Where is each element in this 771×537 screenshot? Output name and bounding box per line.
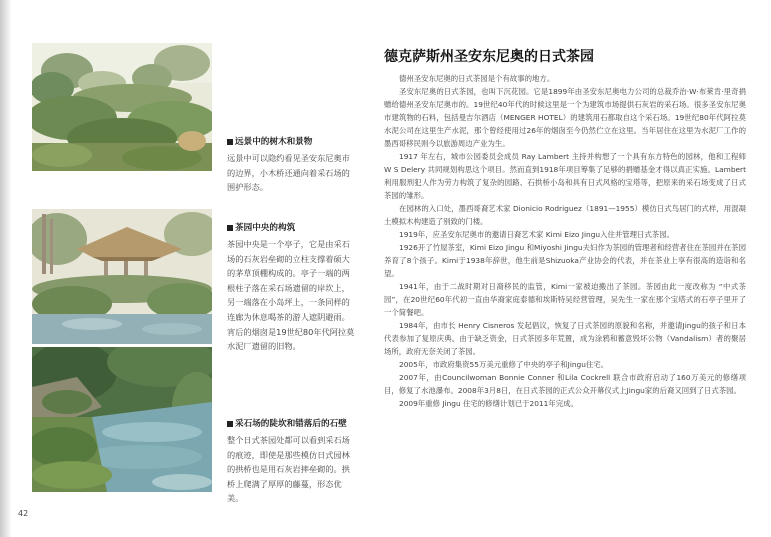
caption-central-pavilion [227, 222, 357, 354]
caption-body: 整个日式茶园处都可以看到采石场的痕迹，即使是那些模仿日式园林的拱桥也是用石灰岩摔垒砌的。拱桥上爬满了厚厚的藤蔓，形态优美。 [227, 435, 350, 504]
illustration-central-pavilion [32, 209, 212, 344]
caption-title [227, 222, 357, 234]
article-paragraph: 1926开了竹屋茶室，Kimi Eizo Jingu 和Miyoshi Jingu夫妇作为茶园的管理者和经营者住在茶园并在茶园养育了8个孩子。Kimi于1938年辞世，他生前是Shizuoka产业协会的代表，并在茶业上享有很高的造诣和名望。 [384, 243, 746, 278]
article-paragraph: 2005年，市政府集资55万美元重修了中央的亭子和Jingu住宅。 [399, 360, 609, 369]
page-number: 42 [18, 509, 29, 518]
illustration-distant-trees [32, 43, 212, 171]
caption-title [227, 418, 357, 430]
caption-title-text: 茶园中央的构筑 [235, 223, 296, 233]
article-paragraph: 1917 年左右，城市公园委员会成员 Ray Lambert 主持并构想了一个具有东方特色的园林，他和工程师 W S Delery 共同规划构思这个项目。然而直到1918年项目筹集了足够的捐赠基金才得以真正实施。Lambert 利用服刑犯人作为劳力构筑了复杂的园路、石拱桥小岛和具有日式风格的宝塔等，把原来的采石场变成了日式茶园的雏形。 [384, 152, 746, 200]
article-paragraph: 1919年，应圣安东尼奥市的邀请日裔艺术家 Kimi Eizo Jingu入住并管理日式茶园。 [399, 230, 674, 239]
article-paragraph: 德州圣安东尼奥的日式茶园是个有故事的地方。 [399, 74, 555, 83]
article-paragraph: 2007年，由Councilwoman Bonnie Conner 和Lila Cockrell 联合市政府启动了160万美元的修缮项目，修复了水池瀑布。2008年3月8日，在日式茶园的正式公众开幕仪式上Jingu家的后裔又回到了日式茶园。 [384, 373, 746, 395]
illustration-quarry-cliffs [32, 347, 212, 492]
article-paragraph: 2009年重修 Jingu 住宅的修缮计划已于2011年完成。 [399, 399, 578, 408]
article-paragraph: 1984年，由市长 Henry Cisneros 发起倡议，恢复了日式茶园的原貌和名称，并邀请Jingu的孩子和日本代表参加了复原庆典。由于缺乏资金，日式茶园多年荒置，成为涂鸦和蓄意毁坏公物（Vandalism）者的聚居场所，政府无奈关闭了茶园。 [384, 321, 746, 356]
caption-body: 远景中可以隐约看见圣安东尼奥市的边界，小木桥还通向着采石场的围护形态。 [227, 153, 350, 193]
article-body [384, 72, 746, 410]
square-bullet-icon [227, 421, 233, 427]
square-bullet-icon [227, 225, 233, 231]
caption-quarry-cliffs [227, 418, 357, 506]
caption-body: 茶园中央是一个亭子，它是由采石场的石灰岩垒砌的立柱支撑着硕大的茅草顶棚构成的。亭子一端的两根柱子落在采石场遗留的岸坎上，另一端落在小岛坪上，一条同样的连廊为休息喝茶的游人遮阴避雨。宵后的烟囱是19世纪80年代阿拉莫水泥厂遗留的旧物。 [227, 239, 355, 352]
page-spine-shadow [0, 0, 12, 537]
article-title: 德克萨斯州圣安东尼奥的日式茶园 [384, 49, 594, 65]
article-paragraph: 圣安东尼奥的日式茶园，也叫下沉花园。它是1899年由圣安东尼奥电力公司的总裁乔治·W·布莱肯·里奇捐赠给德州圣安东尼奥市的。19世纪40年代的时候这里是一个为建筑市场提供石灰岩的采石场。很多圣安东尼奥市建筑物的石料，包括曼吉尔酒店（MENGER HOTEL）的建筑用石都取自这个采石场。19世纪80年代阿拉莫水泥公司在这里生产水泥，那个曾经使用过26年的烟囱至今仍然伫立在这里。当年居住在这里为水泥厂工作的墨西哥移民则今以旅游周边产业为生。 [384, 87, 746, 148]
article-paragraph: 在园林的入口处，墨西哥裔艺术家 Dionicio Rodriguez（1891—1955）模仿日式鸟居门的式样，用混凝土模拟木构建造了别致的门楼。 [384, 204, 746, 226]
article-paragraph: 1941年，由于二战时期对日裔移民的监管，Kimi一家被迫搬出了茶园。茶园由此一度改称为 “中式茶园”，在20世纪60年代初一直由华裔家庭泰德和埃斯特吴经营管理，吴先生一家在那个宝塔式的石亭子里开了一个简餐吧。 [384, 282, 746, 317]
caption-title [227, 136, 357, 148]
square-bullet-icon [227, 139, 233, 145]
caption-title-text: 远景中的树木和景物 [235, 137, 313, 147]
caption-title-text: 采石场的陡坎和错落后的石壁 [235, 419, 347, 429]
caption-distant-trees [227, 136, 357, 195]
